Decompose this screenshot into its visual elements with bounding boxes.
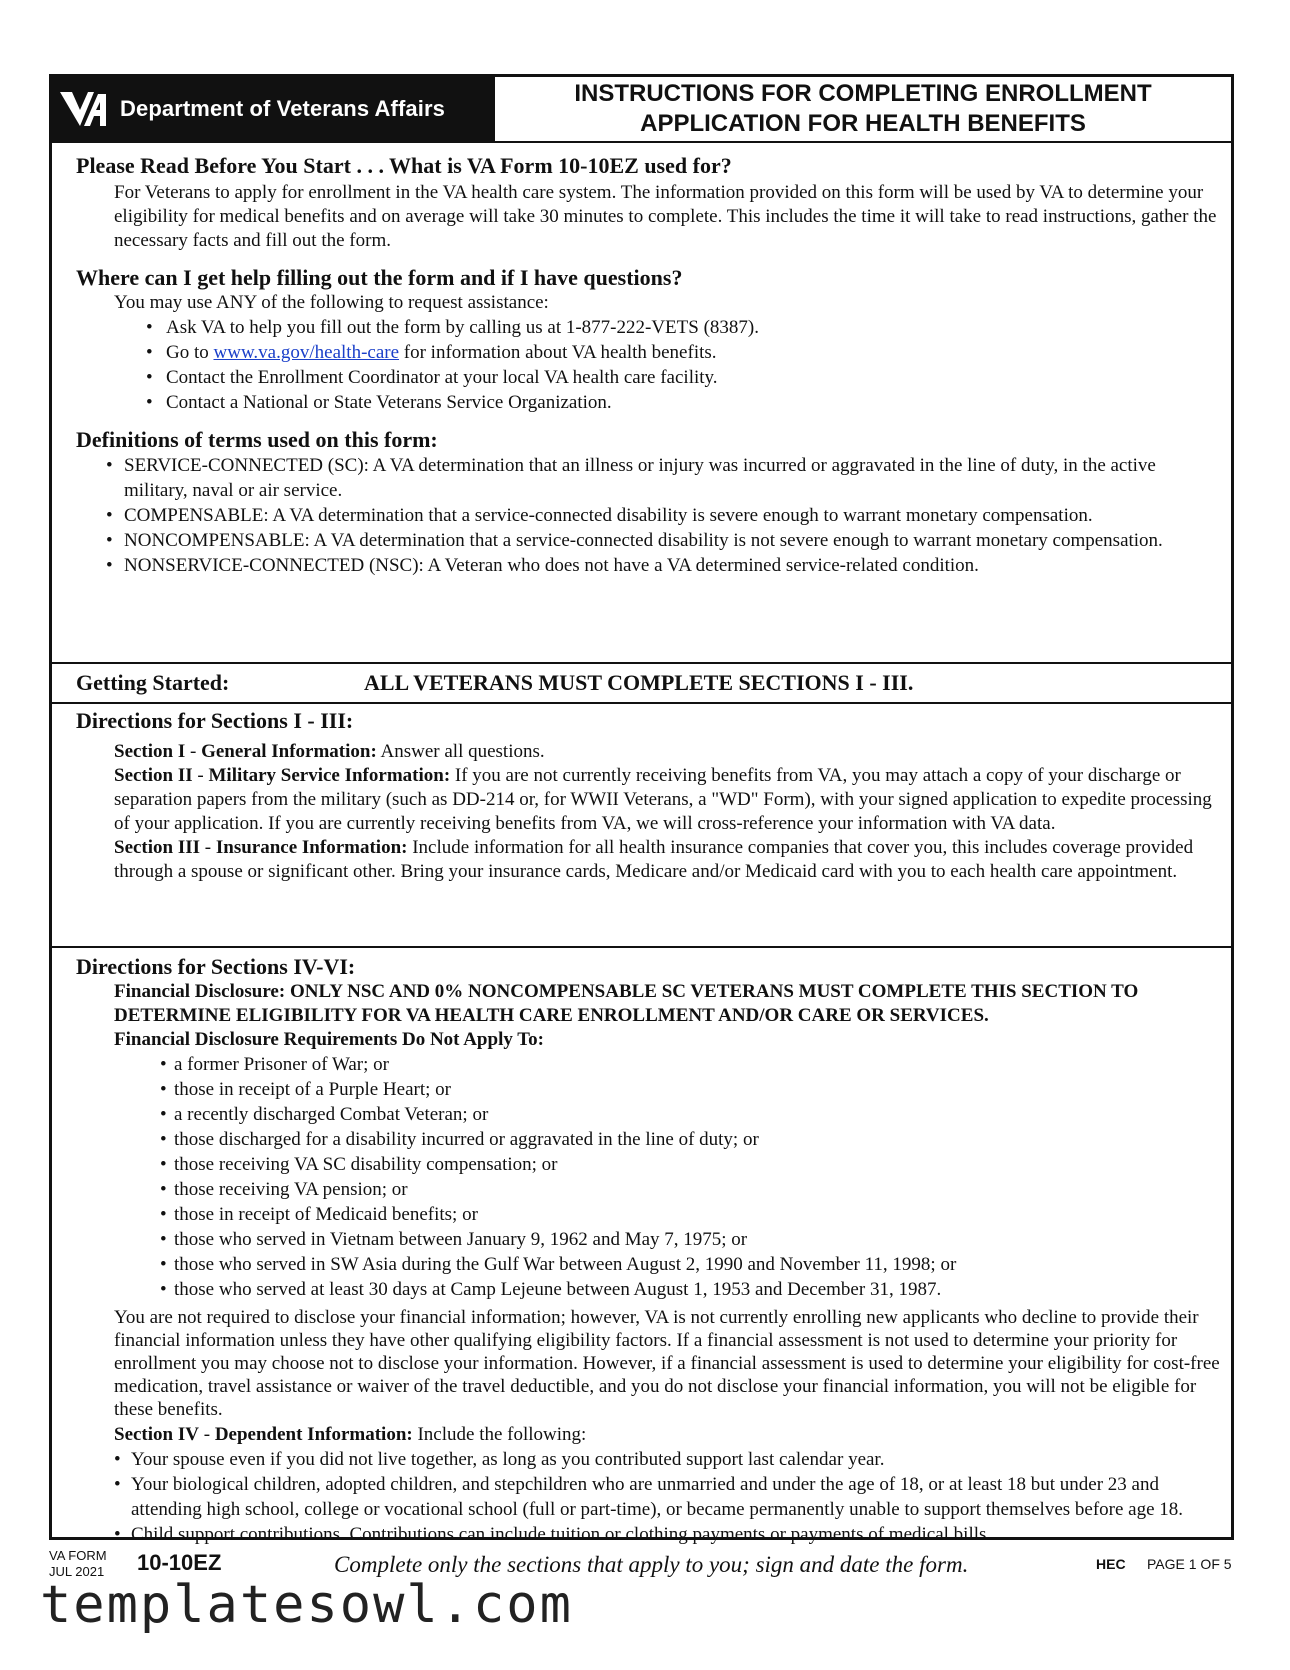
form-label: VA FORM [49,1548,107,1563]
department-banner [52,77,495,141]
intro-heading: Please Read Before You Start . . . What is VA Form 10-10EZ used for? [76,153,732,178]
watermark: templatesowl.com [40,1575,573,1635]
list-item: • those receiving VA SC disability compensation; or [124,1152,1223,1177]
list-item: • COMPENSABLE: A VA determination that a service-connected disability is severe enough to warrant monetary compensation. [76,503,1223,528]
help-list [76,315,1223,415]
list-item: • Contact a National or State Veterans Service Organization. [76,390,1223,415]
health-care-link[interactable]: www.va.gov/health-care [213,342,400,363]
section-2-label: Section II [114,765,193,786]
footer-tagline: Complete only the sections that apply to you; sign and date the form. [334,1552,969,1577]
list-item: • Ask VA to help you fill out the form by calling us at 1-877-222-VETS (8387). [76,315,1223,340]
section-1-label: Section I [114,741,186,762]
list-item: • those who served in SW Asia during the Gulf War between August 2, 1990 and November 11, 1998; or [124,1252,1223,1277]
financial-disclosure-title: Financial Disclosure: [114,981,286,1002]
help-item2-pre: Go to [166,342,214,363]
department-name: Department of Veterans Affairs [120,96,445,121]
help-lead: You may use ANY of the following to request assistance: [114,292,549,313]
sections-4-6 [52,948,1231,1547]
list-item: • SERVICE-CONNECTED (SC): A VA determination that an illness or injury was incurred or aggravated in the line of duty, in the active military, naval or air service. [76,453,1223,503]
financial-disclosure-text [76,980,1223,1028]
section-1-text: Section I - General Information: Answer all questions. [114,741,545,762]
list-item: • those receiving VA pension; or [124,1177,1223,1202]
list-item: • NONSERVICE-CONNECTED (NSC): A Veteran who does not have a VA determined service-related condition. [76,553,1223,578]
requirements-heading: Financial Disclosure Requirements Do Not Apply To: [114,1029,545,1050]
intro-section [52,143,1231,664]
hec-label: HEC [1096,1556,1126,1572]
getting-started-label: Getting Started: [76,670,230,695]
section-2-body: If you are not currently receiving benefits from VA, you may attach a copy of your discharge or separation papers from the military (such as DD-214 or, for WWII Veterans, a "WD" Form), with your signed application to expedite processing of your application. If you are currently receiving benefits from VA, we will cross-reference your information with VA data. [114,765,1212,834]
list-item: • Your biological children, adopted children, and stepchildren who are unmarried and under the age of 18, or at least 18 but under 23 and attending high school, college or vocational school (full or part-time), or became permanently unable to support themselves before age 18. [76,1472,1223,1522]
dependents-list [76,1447,1223,1547]
form-title-line1: INSTRUCTIONS FOR COMPLETING ENROLLMENT [574,80,1152,107]
section-4-body: Include the following: [417,1424,587,1445]
help-item2-post: for information about VA health benefits. [399,342,717,363]
va-logo-icon [58,86,108,132]
list-item: • those in receipt of a Purple Heart; or [124,1077,1223,1102]
exemptions-list [76,1052,1223,1302]
section-1-body: Answer all questions. [380,741,545,762]
section-3-body: Include information for all health insurance companies that cover you, this includes coverage provided through a spouse or significant other. Bring your insurance cards, Medicare and/or Medicaid card with you to each health care appointment. [114,837,1194,882]
financial-disclosure-body: ONLY NSC AND 0% NONCOMPENSABLE SC VETERANS MUST COMPLETE THIS SECTION TO DETERMINE ELIGIBILITY FOR VA HEALTH CARE ENROLLMENT AND/OR CARE OR SERVICES. [114,981,1139,1026]
page-number: PAGE 1 OF 5 [1147,1556,1232,1572]
list-item: • those who served in Vietnam between January 9, 1962 and May 7, 1975; or [124,1227,1223,1252]
section-3-label: Section III [114,837,201,858]
list-item: • a recently discharged Combat Veteran; or [124,1102,1223,1127]
sections-4-6-heading: Directions for Sections IV-VI: [76,954,356,979]
section-4-text: Section IV - Dependent Information: Include the following: [114,1424,587,1445]
form-title-line2: APPLICATION FOR HEALTH BENEFITS [640,110,1086,137]
disclosure-text: You are not required to disclose your financial information; however, VA is not currently enrolling new applicants who decline to provide their financial information unless they have other qualifying eligibility factors. If a financial assessment is not used to determine your priority for enrollment you may choose not to disclose your information. However, if a financial assessment is used to determine your eligibility for cost-free medication, travel assistance or waiver of the travel deductible, and you do not disclose your financial information, you will not be eligible for these benefits. [114,1307,1220,1420]
definitions-list [76,453,1223,578]
list-item: • those who served at least 30 days at Camp Lejeune between August 1, 1953 and December 31, 1987. [124,1277,1223,1302]
list-item: • Contact the Enrollment Coordinator at your local VA health care facility. [76,365,1223,390]
section-2-text: Section II - Military Service Information: If you are not currently receiving benefits from VA, you may attach a copy of your discharge or separation papers from the military (such as DD-214 or, for WWII Veterans, a "WD" Form), with your signed application to expedite processing of your application. If you are currently receiving benefits from VA, we will cross-reference your information with VA data. [114,765,1212,834]
list-item: • NONCOMPENSABLE: A VA determination that a service-connected disability is not severe enough to warrant monetary compensation. [76,528,1223,553]
sections-1-3 [52,704,1231,948]
form-header [52,77,1231,143]
section-1-title: General Information: [201,741,377,762]
form-title [495,77,1231,141]
form-number: 10-10EZ [137,1550,222,1575]
list-item: • a former Prisoner of War; or [124,1052,1223,1077]
section-4-title: Dependent Information: [214,1424,413,1445]
section-3-text: Section III - Insurance Information: Include information for all health insurance companies that cover you, this includes coverage provided through a spouse or significant other. Bring your insurance cards, Medicare and/or Medicaid card with you to each health care appointment. [114,837,1194,882]
form-page [49,74,1234,1545]
list-item: • those in receipt of Medicaid benefits; or [124,1202,1223,1227]
list-item [76,340,1223,365]
section-2-title: Military Service Information: [208,765,451,786]
sections-1-3-heading: Directions for Sections I - III: [76,708,354,733]
form-date: JUL 2021 [49,1564,105,1579]
list-item: • Your spouse even if you did not live together, as long as you contributed support last calendar year. [76,1447,1223,1472]
getting-started-row [52,664,1231,704]
section-3-title: Insurance Information: [215,837,408,858]
definitions-heading: Definitions of terms used on this form: [76,427,438,452]
list-item: • those discharged for a disability incurred or aggravated in the line of duty; or [124,1127,1223,1152]
help-heading: Where can I get help filling out the form and if I have questions? [76,265,683,290]
list-item: • Child support contributions. Contributions can include tuition or clothing payments or payments of medical bills. [76,1522,1223,1547]
section-4-label: Section IV [114,1424,199,1445]
getting-started-value: ALL VETERANS MUST COMPLETE SECTIONS I - III. [364,670,914,695]
intro-text: For Veterans to apply for enrollment in the VA health care system. The information provided on this form will be used by VA to determine your eligibility for medical benefits and on average will take 30 minutes to complete. This includes the time it will take to read instructions, gather the necessary facts and fill out the form. [114,182,1217,251]
